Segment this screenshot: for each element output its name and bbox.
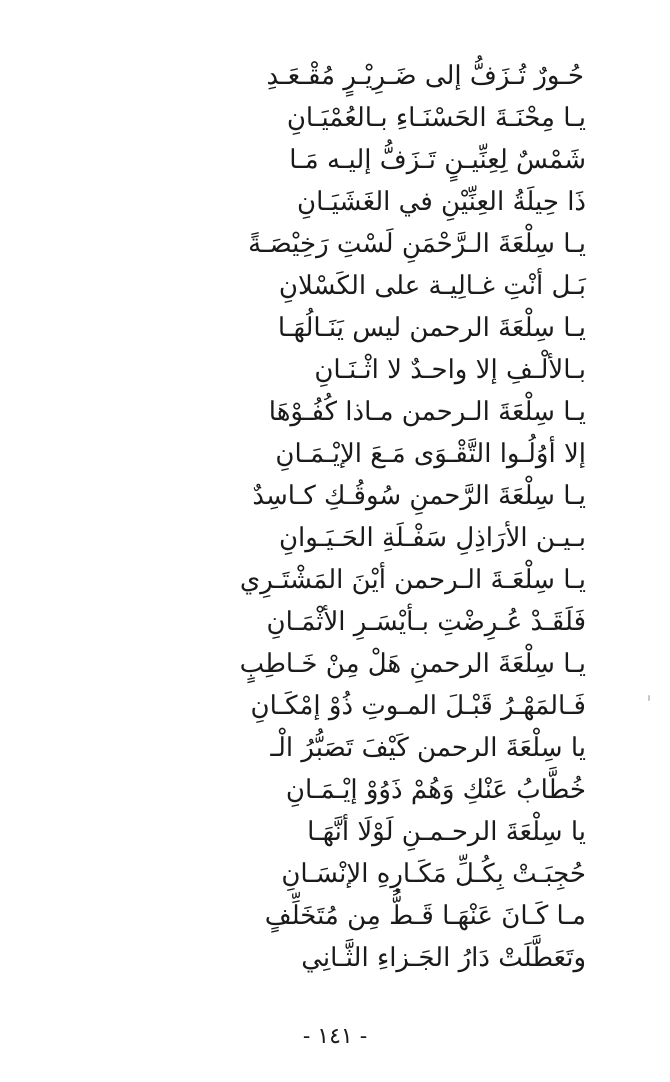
poem-line: وتَعَطَّلَتْ دَارُ الجَـزاءِ الثَّـانِي (301, 943, 586, 973)
poem-line: يـا سِلْعَةَ الـرَّحْمَنِ لَسْتِ رَخِيْصَـةً (248, 229, 586, 259)
poem-line: يـا سِلْعَةَ الرحمن ليس يَنَـالُهَـا (277, 313, 586, 343)
poem-line: فَلَقَـدْ عُـرِضْتِ بـأيْسَـرِ الأثْمَـانِ (266, 607, 586, 637)
poem-line: حُـورٌ تُـزَفُّ إلى ضَـرِيْـرٍ مُقْـعَـدِ (266, 61, 584, 91)
poem-line: بـالألْـفِ إلا واحـدٌ لا اثْـنَـانِ (314, 355, 586, 385)
poem-line: يـا سِلْعَةَ الـرحمن مـاذا كُفُـوْهَا (268, 397, 586, 427)
poem-line: يـا سِلْعَةَ الرحمنِ هَلْ مِنْ خَـاطِبٍ (239, 649, 586, 679)
poem-line: شَمْسٌ لِعِنِّيـنٍ تَـزَفُّ إليـه مَـا (289, 145, 586, 175)
poem-line: فَـالمَهْـرُ قَبْـلَ المـوتِ ذُوْ إمْكَـانِ (250, 691, 586, 721)
poem-line: يـا سِلْعَـةَ الـرحمن أيْنَ المَشْتَـرِي (239, 565, 586, 595)
poem-line: مـا كَـانَ عَنْهَـا قَـطُّ مِن مُتَخَلِّفٍ (264, 901, 586, 931)
poem-line: يـا سِلْعَةَ الرَّحمنِ سُوقُـكِ كـاسِدٌ (252, 481, 586, 511)
poem-line: يا سِلْعَةَ الرحـمـنِ لَوْلَا أنَّهَـا (307, 817, 586, 847)
scan-speck (648, 695, 650, 701)
poem-line: ذَا حِيلَةُ العِنِّيْنِ في الغَشَيَـانِ (297, 187, 586, 217)
poem-line: إلا أوُلُـوا التَّقْـوَى مَـعَ الإيْـمَـانِ (275, 439, 586, 469)
poem-line: يـا مِحْنَـةَ الحَسْنَـاءِ بـالعُمْيَـانِ (286, 103, 586, 133)
poem-line: بَـل أنْتِ غـالِيـة على الكَسْلانِ (278, 271, 586, 301)
poem-line: خُطَّابُ عَنْكِ وَهُمْ ذَوُوْ إيْـمَـانِ (285, 775, 586, 805)
poem-line: حُجِبَـتْ بِكُـلِّ مَكَـارِهِ الإنْسَـانِ (281, 859, 586, 889)
page-number: - ١٤١ - (302, 1024, 368, 1049)
poem-line: بـيـن الأرَاذِلِ سَفْـلَةِ الحَـيَـوانِ (278, 523, 586, 553)
poem-line: يا سِلْعَةَ الرحمن كَيْفَ تَصَبُّرُ الْـ (270, 733, 586, 763)
